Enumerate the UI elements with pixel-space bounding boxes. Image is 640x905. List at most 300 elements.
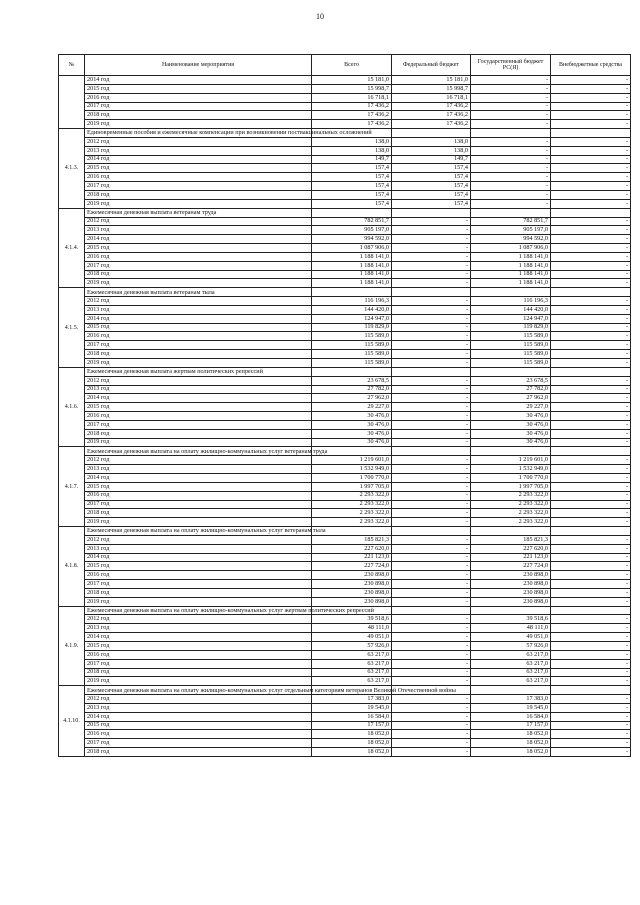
table-row <box>59 120 631 129</box>
federal-cell: - <box>392 650 471 659</box>
extrabudget-cell: - <box>551 500 631 509</box>
extrabudget-cell: - <box>551 314 631 323</box>
state-cell: 2 293 322,0 <box>471 491 551 500</box>
year-cell: 2016 год <box>85 571 312 580</box>
state-cell: 994 592,0 <box>471 235 551 244</box>
empty-cell <box>392 447 471 456</box>
header-total: Всего <box>312 55 392 76</box>
table-row <box>59 412 631 421</box>
federal-cell: - <box>392 553 471 562</box>
state-cell: - <box>471 93 551 102</box>
total-cell: 17 436,2 <box>312 120 392 129</box>
state-cell: 227 620,0 <box>471 544 551 553</box>
year-cell: 2015 год <box>85 642 312 651</box>
federal-cell: - <box>392 739 471 748</box>
section-code: 4.1.8. <box>59 527 85 607</box>
extrabudget-cell: - <box>551 164 631 173</box>
table-row <box>59 137 631 146</box>
extrabudget-cell: - <box>551 703 631 712</box>
table-row <box>59 270 631 279</box>
federal-cell: - <box>392 491 471 500</box>
table-row <box>59 314 631 323</box>
table-row <box>59 252 631 261</box>
extrabudget-cell: - <box>551 173 631 182</box>
state-cell: 115 589,0 <box>471 359 551 368</box>
extrabudget-cell: - <box>551 93 631 102</box>
table-row <box>59 633 631 642</box>
table-row <box>59 297 631 306</box>
state-cell: 230 898,0 <box>471 597 551 606</box>
state-cell: - <box>471 182 551 191</box>
table-row <box>59 456 631 465</box>
table-row <box>59 721 631 730</box>
total-cell: 144 420,0 <box>312 305 392 314</box>
federal-cell: - <box>392 270 471 279</box>
extrabudget-cell: - <box>551 146 631 155</box>
total-cell: 63 217,0 <box>312 659 392 668</box>
federal-cell: - <box>392 642 471 651</box>
federal-cell: - <box>392 323 471 332</box>
table-row <box>59 500 631 509</box>
year-cell: 2018 год <box>85 270 312 279</box>
state-cell: 115 589,0 <box>471 341 551 350</box>
state-cell: 1 532 949,0 <box>471 465 551 474</box>
state-cell: 221 123,0 <box>471 553 551 562</box>
state-cell: 230 898,0 <box>471 580 551 589</box>
federal-cell: - <box>392 305 471 314</box>
table-row <box>59 84 631 93</box>
year-cell: 2019 год <box>85 597 312 606</box>
total-cell: 115 589,0 <box>312 332 392 341</box>
section-title-row <box>59 367 631 376</box>
year-cell: 2012 год <box>85 535 312 544</box>
total-cell: 30 476,0 <box>312 420 392 429</box>
state-cell: 63 217,0 <box>471 659 551 668</box>
table-row <box>59 562 631 571</box>
federal-cell: 157,4 <box>392 190 471 199</box>
year-cell: 2017 год <box>85 500 312 509</box>
total-cell: 18 052,0 <box>312 748 392 757</box>
extrabudget-cell: - <box>551 376 631 385</box>
total-cell: 115 589,0 <box>312 350 392 359</box>
state-cell: 48 111,0 <box>471 624 551 633</box>
extrabudget-cell: - <box>551 615 631 624</box>
federal-cell: - <box>392 429 471 438</box>
empty-cell <box>312 208 392 217</box>
extrabudget-cell: - <box>551 642 631 651</box>
empty-cell <box>392 288 471 297</box>
table-row <box>59 102 631 111</box>
federal-cell: 17 436,2 <box>392 102 471 111</box>
state-cell: 27 962,0 <box>471 394 551 403</box>
state-cell: 230 898,0 <box>471 588 551 597</box>
state-cell: 230 898,0 <box>471 571 551 580</box>
year-cell: 2013 год <box>85 226 312 235</box>
total-cell: 230 898,0 <box>312 571 392 580</box>
extrabudget-cell: - <box>551 155 631 164</box>
federal-cell: - <box>392 438 471 447</box>
year-cell: 2014 год <box>85 235 312 244</box>
total-cell: 1 700 770,0 <box>312 473 392 482</box>
extrabudget-cell: - <box>551 305 631 314</box>
federal-cell: 15 181,0 <box>392 76 471 85</box>
extrabudget-cell: - <box>551 677 631 686</box>
extrabudget-cell: - <box>551 279 631 288</box>
total-cell: 18 052,0 <box>312 730 392 739</box>
extrabudget-cell: - <box>551 270 631 279</box>
total-cell: 1 188 141,0 <box>312 279 392 288</box>
year-cell: 2013 год <box>85 146 312 155</box>
table-row <box>59 597 631 606</box>
table-row <box>59 261 631 270</box>
state-cell: 2 293 322,0 <box>471 500 551 509</box>
empty-cell <box>551 527 631 536</box>
state-cell: 18 052,0 <box>471 730 551 739</box>
total-cell: 17 436,2 <box>312 111 392 120</box>
total-cell: 157,4 <box>312 182 392 191</box>
total-cell: 63 217,0 <box>312 668 392 677</box>
federal-cell: - <box>392 615 471 624</box>
federal-cell: - <box>392 748 471 757</box>
total-cell: 138,0 <box>312 137 392 146</box>
table-row <box>59 588 631 597</box>
total-cell: 1 188 141,0 <box>312 270 392 279</box>
federal-cell: - <box>392 244 471 253</box>
table-row <box>59 403 631 412</box>
year-cell: 2016 год <box>85 650 312 659</box>
table-row <box>59 482 631 491</box>
table-row <box>59 111 631 120</box>
empty-cell <box>471 686 551 695</box>
year-cell: 2019 год <box>85 199 312 208</box>
extrabudget-cell: - <box>551 509 631 518</box>
year-cell: 2013 год <box>85 624 312 633</box>
extrabudget-cell: - <box>551 323 631 332</box>
state-cell: - <box>471 120 551 129</box>
section-title: Ежемесячная денежная выплата на оплату жилищно-коммунальных услуг ветеранам тыла <box>85 527 312 536</box>
state-cell: 1 188 141,0 <box>471 279 551 288</box>
year-cell: 2019 год <box>85 359 312 368</box>
table-row <box>59 341 631 350</box>
federal-cell: - <box>392 509 471 518</box>
federal-cell: - <box>392 695 471 704</box>
extrabudget-cell: - <box>551 739 631 748</box>
table-row <box>59 553 631 562</box>
empty-cell <box>551 288 631 297</box>
federal-cell: - <box>392 588 471 597</box>
empty-cell <box>471 606 551 615</box>
extrabudget-cell: - <box>551 111 631 120</box>
header-federal: Федеральный бюджет <box>392 55 471 76</box>
state-cell: 63 217,0 <box>471 668 551 677</box>
total-cell: 157,4 <box>312 164 392 173</box>
year-cell: 2019 год <box>85 518 312 527</box>
total-cell: 30 476,0 <box>312 412 392 421</box>
table-row <box>59 650 631 659</box>
table-row <box>59 226 631 235</box>
extrabudget-cell: - <box>551 695 631 704</box>
federal-cell: 15 998,7 <box>392 84 471 93</box>
empty-cell <box>392 527 471 536</box>
table-row <box>59 217 631 226</box>
table-row <box>59 659 631 668</box>
section-code <box>59 76 85 129</box>
section-title: Ежемесячная денежная выплата ветеранам тыла <box>85 288 312 297</box>
section-title-row <box>59 527 631 536</box>
total-cell: 221 123,0 <box>312 553 392 562</box>
total-cell: 2 293 322,0 <box>312 518 392 527</box>
extrabudget-cell: - <box>551 137 631 146</box>
total-cell: 185 821,3 <box>312 535 392 544</box>
table-row <box>59 491 631 500</box>
total-cell: 116 196,3 <box>312 297 392 306</box>
year-cell: 2017 год <box>85 420 312 429</box>
federal-cell: - <box>392 659 471 668</box>
section-code: 4.1.4. <box>59 208 85 288</box>
federal-cell: - <box>392 456 471 465</box>
year-cell: 2016 год <box>85 252 312 261</box>
total-cell: 23 678,5 <box>312 376 392 385</box>
table-row <box>59 323 631 332</box>
federal-cell: - <box>392 535 471 544</box>
state-cell: 144 420,0 <box>471 305 551 314</box>
header-number: № <box>59 55 85 76</box>
section-code: 4.1.9. <box>59 606 85 686</box>
empty-cell <box>551 447 631 456</box>
table-row <box>59 712 631 721</box>
extrabudget-cell: - <box>551 394 631 403</box>
state-cell: 124 947,0 <box>471 314 551 323</box>
table-row <box>59 190 631 199</box>
state-cell: 1 997 705,0 <box>471 482 551 491</box>
extrabudget-cell: - <box>551 217 631 226</box>
total-cell: 115 589,0 <box>312 341 392 350</box>
extrabudget-cell: - <box>551 633 631 642</box>
extrabudget-cell: - <box>551 76 631 85</box>
state-cell: - <box>471 102 551 111</box>
state-cell: 115 589,0 <box>471 332 551 341</box>
state-cell: - <box>471 137 551 146</box>
total-cell: 157,4 <box>312 199 392 208</box>
empty-cell <box>392 208 471 217</box>
table-row <box>59 429 631 438</box>
table-row <box>59 332 631 341</box>
state-cell: 905 197,0 <box>471 226 551 235</box>
federal-cell: - <box>392 721 471 730</box>
page-number: 10 <box>316 12 324 21</box>
extrabudget-cell: - <box>551 465 631 474</box>
year-cell: 2014 год <box>85 314 312 323</box>
extrabudget-cell: - <box>551 403 631 412</box>
table-row <box>59 703 631 712</box>
state-cell: 185 821,3 <box>471 535 551 544</box>
table-row <box>59 571 631 580</box>
federal-cell: - <box>392 730 471 739</box>
section-code: 4.1.3. <box>59 129 85 209</box>
section-code: 4.1.6. <box>59 367 85 447</box>
table-row <box>59 385 631 394</box>
budget-table <box>58 54 631 757</box>
year-cell: 2013 год <box>85 465 312 474</box>
total-cell: 49 051,0 <box>312 633 392 642</box>
total-cell: 157,4 <box>312 173 392 182</box>
year-cell: 2012 год <box>85 456 312 465</box>
federal-cell: - <box>392 571 471 580</box>
federal-cell: 138,0 <box>392 146 471 155</box>
federal-cell: - <box>392 341 471 350</box>
extrabudget-cell: - <box>551 252 631 261</box>
federal-cell: - <box>392 482 471 491</box>
year-cell: 2018 год <box>85 748 312 757</box>
year-cell: 2018 год <box>85 350 312 359</box>
empty-cell <box>551 606 631 615</box>
empty-cell <box>392 367 471 376</box>
state-cell: - <box>471 190 551 199</box>
total-cell: 15 998,7 <box>312 84 392 93</box>
extrabudget-cell: - <box>551 420 631 429</box>
state-cell: 30 476,0 <box>471 438 551 447</box>
header-extrabudget: Внебюджетные средства <box>551 55 631 76</box>
year-cell: 2017 год <box>85 580 312 589</box>
table-row <box>59 509 631 518</box>
state-cell: 63 217,0 <box>471 650 551 659</box>
total-cell: 63 217,0 <box>312 677 392 686</box>
section-title: Ежемесячная денежная выплата на оплату жилищно-коммунальных услуг жертвам политических репрессий <box>85 606 312 615</box>
total-cell: 16 718,1 <box>312 93 392 102</box>
total-cell: 30 476,0 <box>312 429 392 438</box>
total-cell: 1 997 705,0 <box>312 482 392 491</box>
year-cell: 2012 год <box>85 695 312 704</box>
table-row <box>59 420 631 429</box>
year-cell: 2013 год <box>85 703 312 712</box>
total-cell: 115 589,0 <box>312 359 392 368</box>
federal-cell: - <box>392 677 471 686</box>
table-body <box>59 76 631 757</box>
federal-cell: 16 718,1 <box>392 93 471 102</box>
total-cell: 119 829,0 <box>312 323 392 332</box>
total-cell: 48 111,0 <box>312 624 392 633</box>
federal-cell: - <box>392 235 471 244</box>
state-cell: 2 293 322,0 <box>471 509 551 518</box>
empty-cell <box>551 367 631 376</box>
extrabudget-cell: - <box>551 385 631 394</box>
state-cell: 1 219 601,0 <box>471 456 551 465</box>
table-row <box>59 164 631 173</box>
table-row <box>59 76 631 85</box>
extrabudget-cell: - <box>551 473 631 482</box>
total-cell: 230 898,0 <box>312 588 392 597</box>
state-cell: 1 700 770,0 <box>471 473 551 482</box>
year-cell: 2018 год <box>85 668 312 677</box>
state-cell: 116 196,3 <box>471 297 551 306</box>
federal-cell: - <box>392 473 471 482</box>
table-row <box>59 93 631 102</box>
year-cell: 2013 год <box>85 385 312 394</box>
federal-cell: - <box>392 332 471 341</box>
extrabudget-cell: - <box>551 102 631 111</box>
table-row <box>59 624 631 633</box>
table-row <box>59 199 631 208</box>
federal-cell: 149,7 <box>392 155 471 164</box>
state-cell: 39 518,6 <box>471 615 551 624</box>
year-cell: 2014 год <box>85 76 312 85</box>
total-cell: 19 545,0 <box>312 703 392 712</box>
year-cell: 2015 год <box>85 323 312 332</box>
federal-cell: - <box>392 420 471 429</box>
extrabudget-cell: - <box>551 297 631 306</box>
state-cell: - <box>471 164 551 173</box>
section-code: 4.1.5. <box>59 288 85 368</box>
state-cell: 115 589,0 <box>471 350 551 359</box>
state-cell: 49 051,0 <box>471 633 551 642</box>
total-cell: 124 947,0 <box>312 314 392 323</box>
federal-cell: - <box>392 252 471 261</box>
section-title-row <box>59 129 631 138</box>
state-cell: 17 383,0 <box>471 695 551 704</box>
state-cell: 16 584,0 <box>471 712 551 721</box>
section-title-row <box>59 606 631 615</box>
extrabudget-cell: - <box>551 668 631 677</box>
total-cell: 227 724,0 <box>312 562 392 571</box>
year-cell: 2013 год <box>85 544 312 553</box>
year-cell: 2012 год <box>85 376 312 385</box>
year-cell: 2015 год <box>85 244 312 253</box>
year-cell: 2015 год <box>85 562 312 571</box>
table-row <box>59 394 631 403</box>
extrabudget-cell: - <box>551 580 631 589</box>
state-cell: 30 476,0 <box>471 429 551 438</box>
section-title: Ежемесячная денежная выплата ветеранам труда <box>85 208 312 217</box>
section-title-row <box>59 208 631 217</box>
table-row <box>59 518 631 527</box>
table-row <box>59 146 631 155</box>
empty-cell <box>471 527 551 536</box>
year-cell: 2015 год <box>85 84 312 93</box>
federal-cell: - <box>392 226 471 235</box>
extrabudget-cell: - <box>551 456 631 465</box>
extrabudget-cell: - <box>551 438 631 447</box>
extrabudget-cell: - <box>551 235 631 244</box>
total-cell: 1 532 949,0 <box>312 465 392 474</box>
total-cell: 18 052,0 <box>312 739 392 748</box>
extrabudget-cell: - <box>551 712 631 721</box>
year-cell: 2017 год <box>85 739 312 748</box>
state-cell: - <box>471 173 551 182</box>
table-row <box>59 642 631 651</box>
federal-cell: - <box>392 394 471 403</box>
total-cell: 1 087 906,0 <box>312 244 392 253</box>
federal-cell: - <box>392 350 471 359</box>
year-cell: 2015 год <box>85 164 312 173</box>
year-cell: 2016 год <box>85 173 312 182</box>
federal-cell: - <box>392 359 471 368</box>
year-cell: 2017 год <box>85 182 312 191</box>
table-row <box>59 305 631 314</box>
table-row <box>59 615 631 624</box>
year-cell: 2016 год <box>85 730 312 739</box>
state-cell: 27 782,0 <box>471 385 551 394</box>
federal-cell: - <box>392 403 471 412</box>
extrabudget-cell: - <box>551 491 631 500</box>
state-cell: 227 724,0 <box>471 562 551 571</box>
section-title: Ежемесячная денежная выплата на оплату жилищно-коммунальных услуг отдельным категориям ветеранов Великой Отечественной войны <box>85 686 312 695</box>
extrabudget-cell: - <box>551 721 631 730</box>
state-cell: 19 545,0 <box>471 703 551 712</box>
section-title: Ежемесячная денежная выплата на оплату жилищно-коммунальных услуг ветеранам труда <box>85 447 312 456</box>
year-cell: 2014 год <box>85 553 312 562</box>
federal-cell: 157,4 <box>392 164 471 173</box>
extrabudget-cell: - <box>551 659 631 668</box>
